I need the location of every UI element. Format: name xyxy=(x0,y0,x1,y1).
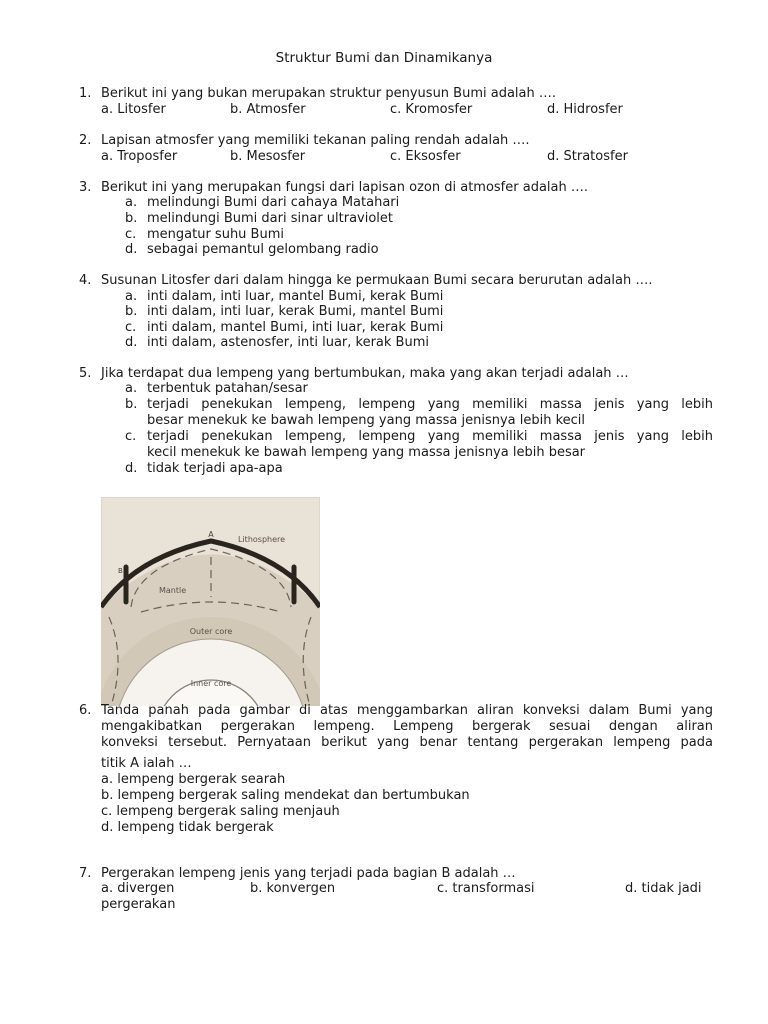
option-letter: b. xyxy=(125,397,138,412)
option-letter: b. xyxy=(125,211,138,226)
earth-convection-figure xyxy=(101,497,320,706)
label-outer-core: Outer core xyxy=(189,627,233,636)
option: b. konvergen xyxy=(250,881,336,896)
option: d. Stratosfer xyxy=(547,149,628,164)
question-text: Pergerakan lempeng jenis yang terjadi pada bagian B adalah … xyxy=(101,866,516,881)
question-number: 4. xyxy=(79,273,92,288)
question-text: titik A ialah … xyxy=(101,756,192,771)
option: inti dalam, mantel Bumi, inti luar, kerak Bumi xyxy=(147,320,444,335)
question-number: 3. xyxy=(79,180,92,195)
option: a. lempeng bergerak searah xyxy=(101,772,286,787)
option: c. Kromosfer xyxy=(390,102,473,117)
option-continued: kecil menekuk ke bawah lempeng yang massa jenisnya lebih besar xyxy=(147,445,586,460)
option-continued: pergerakan xyxy=(101,897,176,912)
option: melindungi Bumi dari cahaya Matahari xyxy=(147,195,400,210)
question-text: mengakibatkan pergerakan lempeng. Lempeng bergerak sesuai dengan aliran xyxy=(101,719,713,734)
option-letter: d. xyxy=(125,335,138,350)
question-text: Jika terdapat dua lempeng yang bertumbukan, maka yang akan terjadi adalah … xyxy=(101,366,629,381)
option: terjadi penekukan lempeng, lempeng yang memiliki massa jenis yang lebih xyxy=(147,429,713,444)
option-letter: d. xyxy=(125,242,138,257)
label-lithosphere: Lithosphere xyxy=(238,535,286,544)
option-letter: b. xyxy=(125,304,138,319)
option: c. lempeng bergerak saling menjauh xyxy=(101,804,340,819)
label-mantle: Mantle xyxy=(159,586,187,595)
option: b. lempeng bergerak saling mendekat dan bertumbukan xyxy=(101,788,470,803)
option: b. Atmosfer xyxy=(230,102,306,117)
label-b: B xyxy=(118,567,123,575)
option-letter: c. xyxy=(125,429,137,444)
option: c. Eksosfer xyxy=(390,149,461,164)
option: d. tidak jadi xyxy=(625,881,702,896)
option: terjadi penekukan lempeng, lempeng yang memiliki massa jenis yang lebih xyxy=(147,397,713,412)
question-text: Berikut ini yang bukan merupakan struktur penyusun Bumi adalah …. xyxy=(101,86,557,101)
question-number: 1. xyxy=(79,86,92,101)
option: sebagai pemantul gelombang radio xyxy=(147,242,379,257)
label-a: A xyxy=(208,530,214,539)
question-text: Susunan Litosfer dari dalam hingga ke permukaan Bumi secara berurutan adalah …. xyxy=(101,273,653,288)
option: d. Hidrosfer xyxy=(547,102,623,117)
question-number: 5. xyxy=(79,366,92,381)
option: inti dalam, inti luar, kerak Bumi, mantel Bumi xyxy=(147,304,444,319)
label-inner-core: Inner core xyxy=(190,679,232,688)
option: a. divergen xyxy=(101,881,175,896)
option-letter: a. xyxy=(125,289,138,304)
option: c. transformasi xyxy=(437,881,535,896)
option-letter: c. xyxy=(125,227,137,242)
question-text: Tanda panah pada gambar di atas menggambarkan aliran konveksi dalam Bumi yang xyxy=(101,703,713,718)
question-text: Berikut ini yang merupakan fungsi dari lapisan ozon di atmosfer adalah …. xyxy=(101,180,589,195)
option: a. Litosfer xyxy=(101,102,166,117)
question-number: 7. xyxy=(79,866,92,881)
page-title: Struktur Bumi dan Dinamikanya xyxy=(275,50,493,66)
option: mengatur suhu Bumi xyxy=(147,227,284,242)
option-letter: a. xyxy=(125,195,138,210)
option-continued: besar menekuk ke bawah lempeng yang massa jenisnya lebih kecil xyxy=(147,413,586,428)
question-number: 2. xyxy=(79,133,92,148)
question-text: Lapisan atmosfer yang memiliki tekanan paling rendah adalah …. xyxy=(101,133,530,148)
option-letter: d. xyxy=(125,461,138,476)
option: inti dalam, astenosfer, inti luar, kerak Bumi xyxy=(147,335,429,350)
option: tidak terjadi apa-apa xyxy=(147,461,283,476)
question-number: 6. xyxy=(79,703,92,718)
option: d. lempeng tidak bergerak xyxy=(101,820,274,835)
question-text: konveksi tersebut. Pernyataan berikut yang benar tentang pergerakan lempeng pada xyxy=(101,735,713,750)
option: inti dalam, inti luar, mantel Bumi, kerak Bumi xyxy=(147,289,444,304)
option: melindungi Bumi dari sinar ultraviolet xyxy=(147,211,394,226)
option: terbentuk patahan/sesar xyxy=(147,381,308,396)
option-letter: c. xyxy=(125,320,137,335)
option: b. Mesosfer xyxy=(230,149,306,164)
option: a. Troposfer xyxy=(101,149,178,164)
option-letter: a. xyxy=(125,381,138,396)
